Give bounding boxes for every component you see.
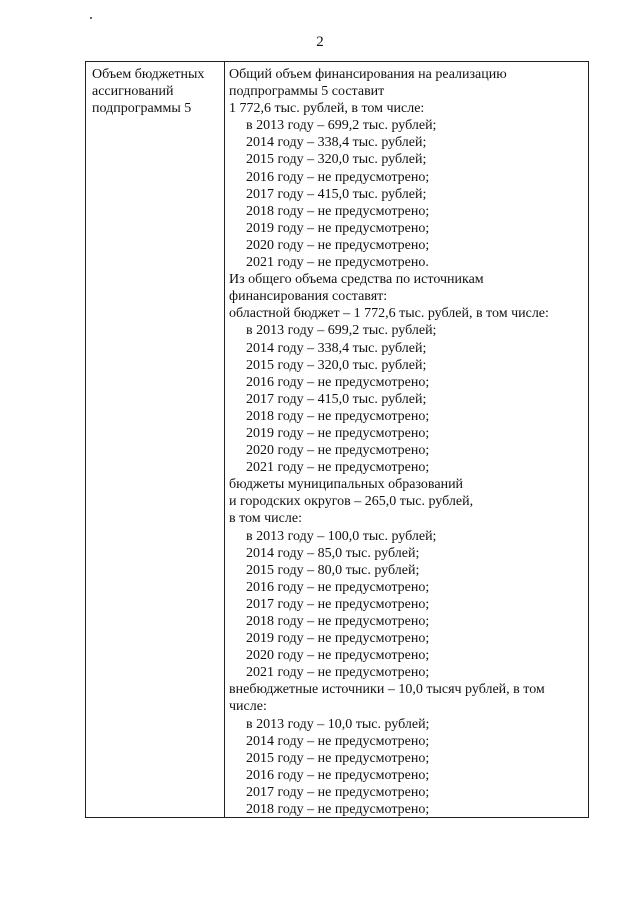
text-line: в 2013 году – 699,2 тыс. рублей; [246, 118, 437, 134]
budget-table [85, 61, 589, 818]
text-line: 2018 году – не предусмотрено; [246, 203, 430, 219]
text-line: в 2013 году – 699,2 тыс. рублей; [246, 323, 437, 339]
text-line: 2019 году – не предусмотрено; [246, 220, 430, 236]
column-divider [224, 62, 225, 817]
text-line: 2018 году – не предусмотрено; [246, 802, 430, 818]
header-line: ассигнований [92, 84, 174, 100]
text-line: 2020 году – не предусмотрено; [246, 237, 430, 253]
text-line: областной бюджет – 1 772,6 тыс. рублей, в том числе: [229, 306, 549, 322]
header-line: Объем бюджетных [92, 67, 205, 82]
text-line: 2019 году – не предусмотрено; [246, 631, 430, 647]
text-line: 2017 году – 415,0 тыс. рублей; [246, 391, 427, 407]
text-line: 2015 году – 320,0 тыс. рублей; [246, 152, 427, 168]
text-line: 2021 году – не предусмотрено; [246, 665, 430, 681]
text-line: 2016 году – не предусмотрено; [246, 767, 430, 783]
text-line: 2014 году – 338,4 тыс. рублей; [246, 340, 427, 356]
text-line: в 2013 году – 10,0 тыс. рублей; [246, 716, 430, 732]
text-line: 2018 году – не предусмотрено; [246, 408, 430, 424]
text-line: 2015 году – 320,0 тыс. рублей; [246, 357, 427, 373]
text-line: Общий объем финансирования на реализацию [229, 67, 507, 82]
text-line: 2016 году – не предусмотрено; [246, 579, 430, 595]
text-line: подпрограммы 5 составит [229, 84, 385, 100]
text-line: 2018 году – не предусмотрено; [246, 614, 430, 629]
text-line: 2014 году – 338,4 тыс. рублей; [246, 135, 427, 151]
text-line: 2016 году – не предусмотрено; [246, 374, 430, 390]
text-line: 2021 году – не предусмотрено; [246, 460, 430, 476]
table-row-value-cell [229, 66, 587, 818]
text-line: 2019 году – не предусмотрено; [246, 425, 430, 441]
text-line: 2014 году – 85,0 тыс. рублей; [246, 545, 420, 561]
text-line: 2021 году – не предусмотрено. [246, 255, 429, 271]
page-number: 2 [316, 34, 324, 50]
text-line: 2014 году – не предусмотрено; [246, 733, 430, 749]
text-line: в 2013 году – 100,0 тыс. рублей; [246, 528, 437, 544]
text-line: 2016 году – не предусмотрено; [246, 169, 430, 185]
text-line: 2020 году – не предусмотрено; [246, 648, 430, 664]
text-line: в том числе: [229, 511, 302, 527]
text-line: Из общего объема средства по источникам [229, 272, 484, 288]
text-line: внебюджетные источники – 10,0 тысяч рублей, в том [229, 682, 545, 698]
text-line: 1 772,6 тыс. рублей, в том числе: [229, 101, 425, 117]
text-line: 2017 году – 415,0 тыс. рублей; [246, 186, 427, 202]
text-line: 2015 году – не предусмотрено; [246, 750, 430, 766]
text-line: финансирования составят: [229, 289, 388, 305]
text-line: 2015 году – 80,0 тыс. рублей; [246, 562, 420, 578]
text-line: и городских округов – 265,0 тыс. рублей, [229, 494, 474, 510]
text-line: бюджеты муниципальных образований [229, 477, 464, 493]
text-line: 2017 году – не предусмотрено; [246, 784, 430, 800]
text-line: 2020 году – не предусмотрено; [246, 443, 430, 459]
text-line: числе: [229, 699, 267, 715]
table-row-header-cell [92, 66, 222, 117]
header-line: подпрограммы 5 [92, 101, 192, 117]
text-line: 2017 году – не предусмотрено; [246, 596, 430, 612]
scan-mark [90, 17, 92, 19]
